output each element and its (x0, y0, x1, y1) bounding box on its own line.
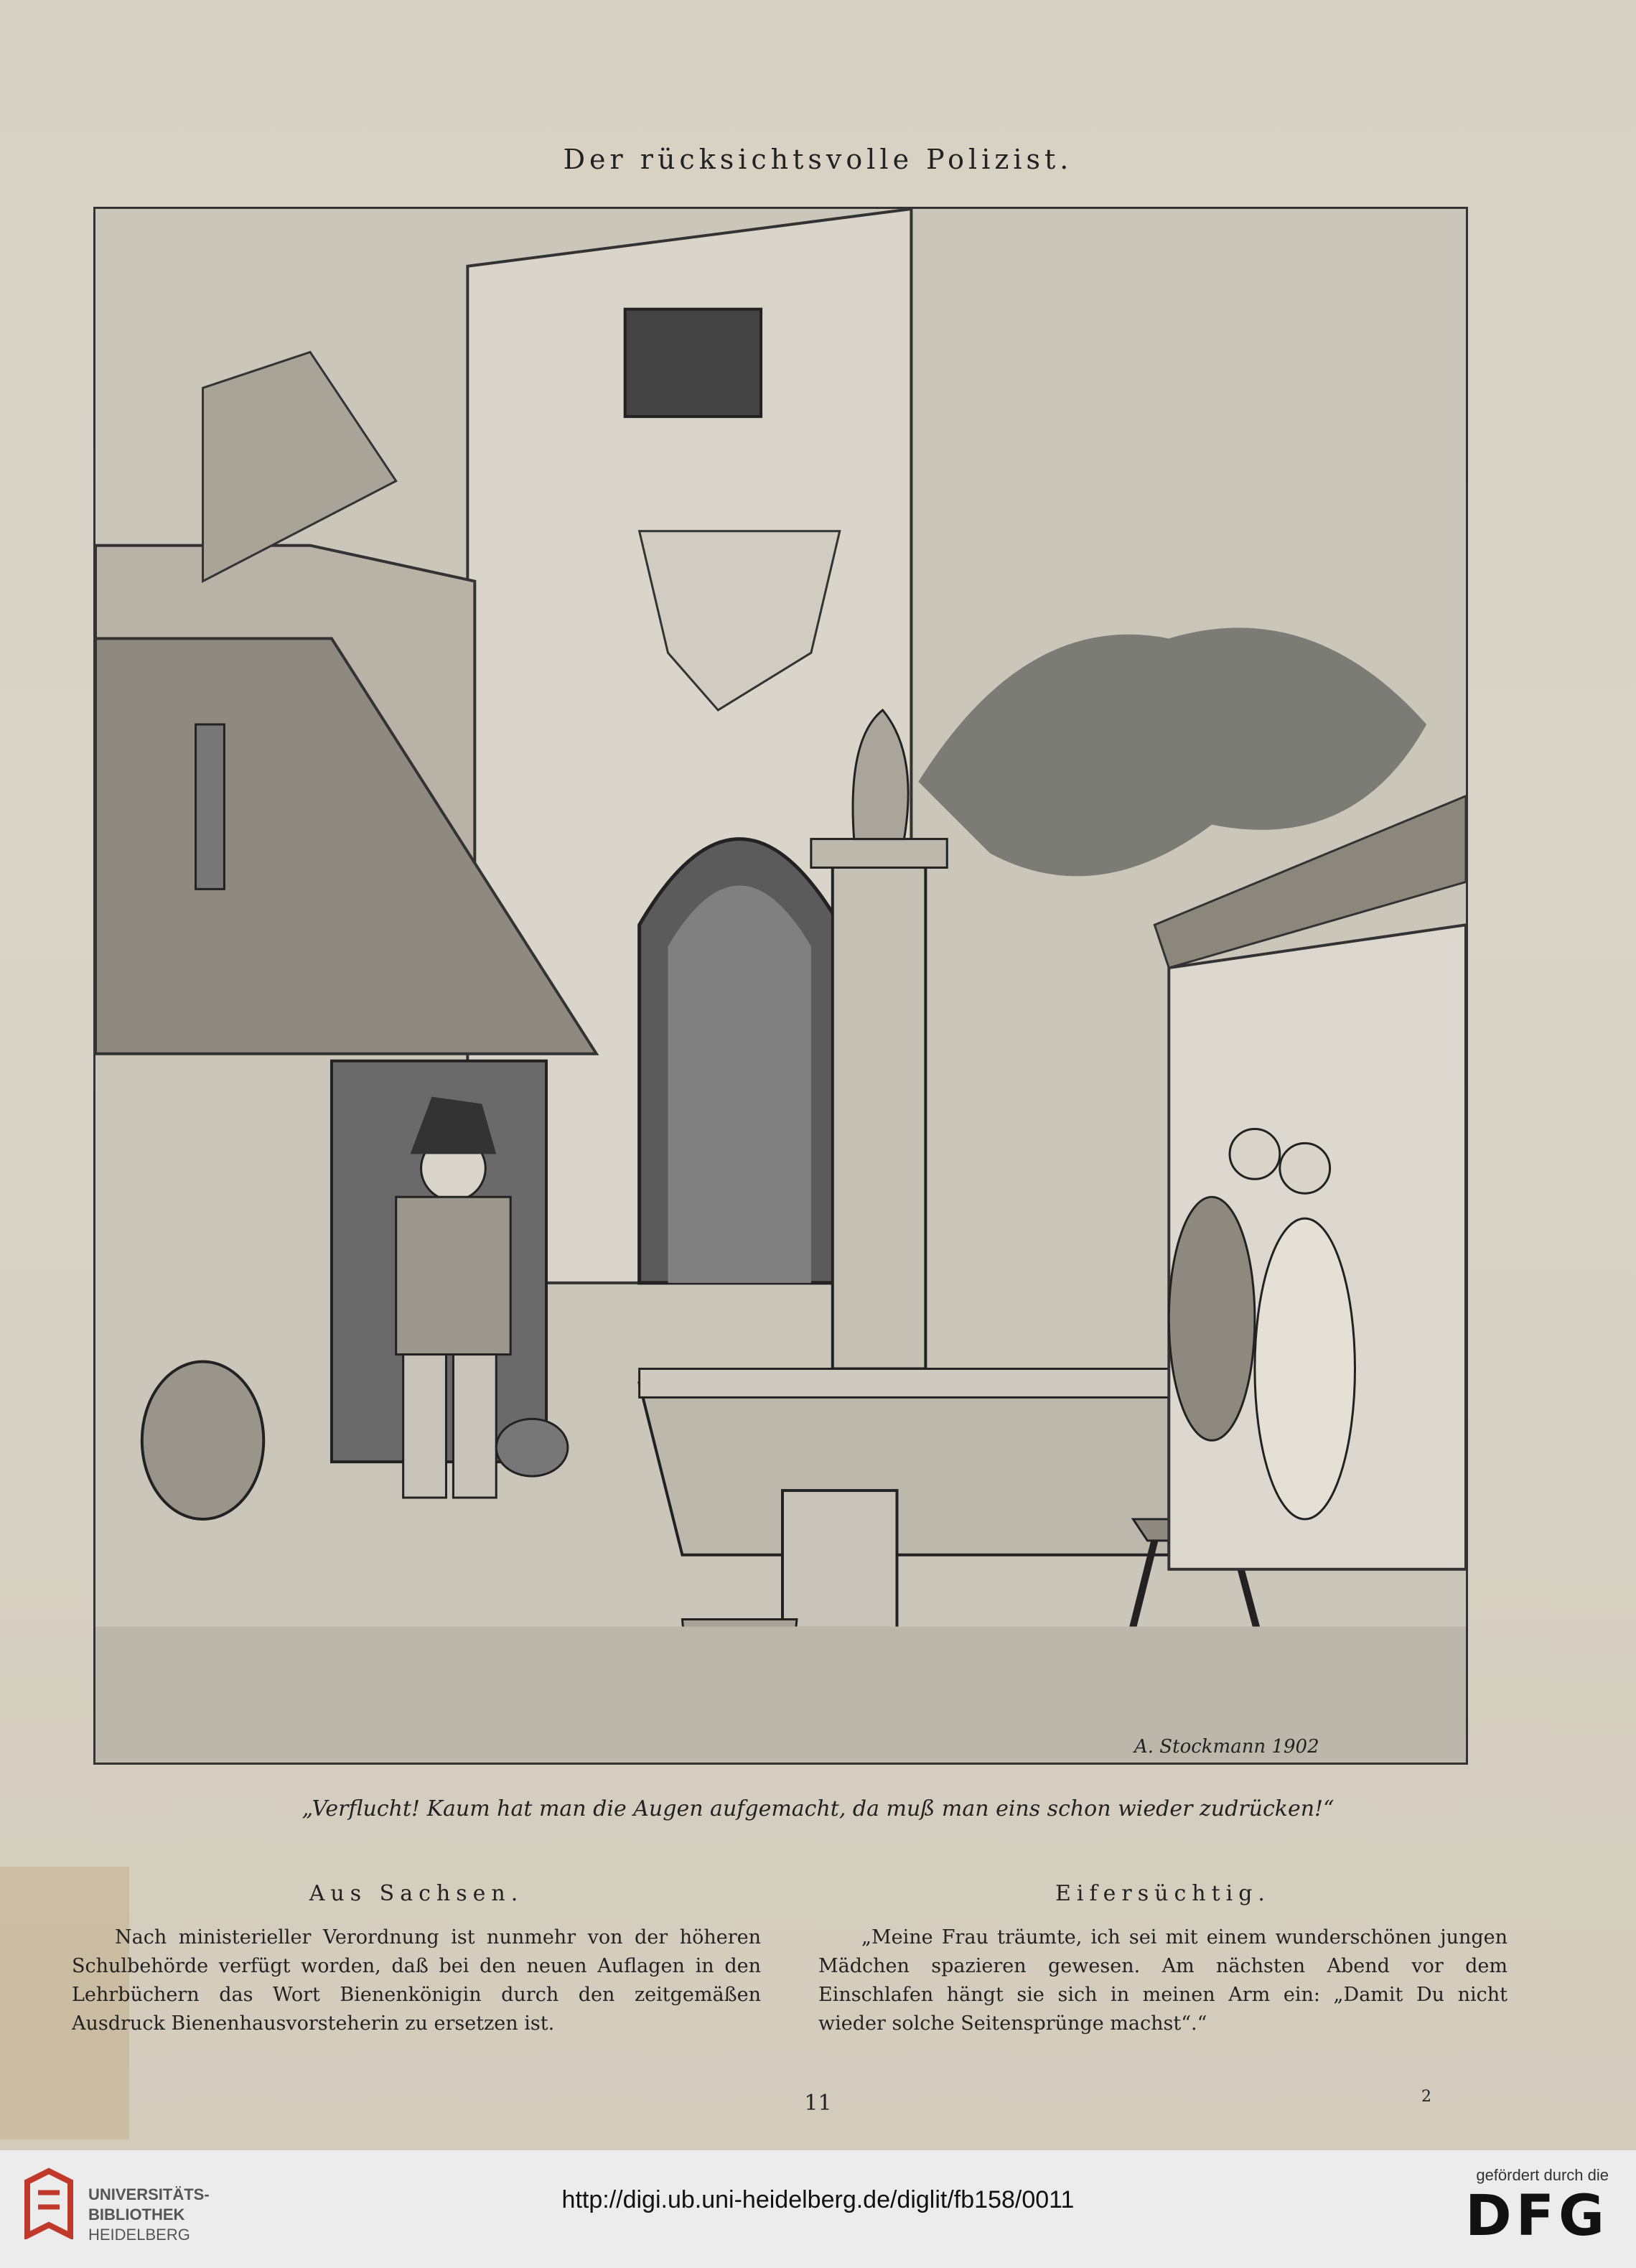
library-name: UNIVERSITÄTS- BIBLIOTHEK HEIDELBERG (88, 2185, 210, 2244)
page-number: 11 (804, 2091, 832, 2116)
funder-block (1429, 2166, 1609, 2248)
page-title: Der rücksichtsvolle Polizist. (563, 144, 1073, 175)
article-body: Nach ministerieller Verordnung ist nunmehr von der höheren Schulbehörde verfügt worden, daß bei den neuen Auflagen in den Lehrbüchern das Wort Bienenkönigin durch den zeitgemäßen Ausdruck Bienenhausvorsteherin zu ersetzen ist. (72, 1926, 761, 2035)
article-body: „Meine Frau träumte, ich sei mit einem wunderschönen jungen Mädchen spazieren gewesen. Am nächsten Abend vor dem Einschlafen hängt sie sich in meinen Arm ein: „Damit Du nicht wieder solche Seitensprünge machst“.“ (818, 1926, 1508, 2035)
article-heading: Eifersüchtig. (1055, 1881, 1271, 1906)
illustration (93, 207, 1468, 1765)
illustration-caption: „Verflucht! Kaum hat man die Augen aufgemacht, da muß man eins schon wieder zudrücken!“ (302, 1796, 1334, 1821)
article-aus-sachsen (72, 1881, 761, 2038)
article-heading: Aus Sachsen. (309, 1881, 524, 1906)
courtyard-illustration (95, 209, 1466, 1763)
article-eifersuechtig (818, 1881, 1508, 2038)
dfg-logo[interactable]: DFG (1464, 2184, 1609, 2249)
document-url[interactable]: http://digi.ub.uni-heidelberg.de/diglit/fb158/0011 (561, 2186, 1075, 2213)
funding-label: gefördert durch die (1476, 2166, 1609, 2184)
viewer-footer (0, 2150, 1636, 2268)
signature-mark: 2 (1421, 2088, 1431, 2106)
artist-signature: A. Stockmann 1902 (1134, 1736, 1319, 1758)
